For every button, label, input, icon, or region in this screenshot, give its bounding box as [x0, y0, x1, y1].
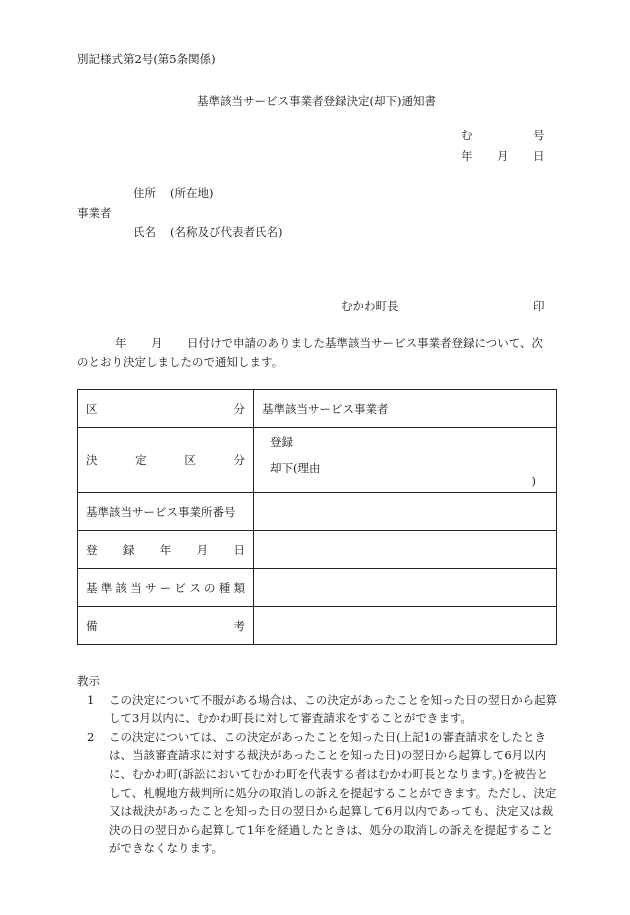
- address-note: (所在地): [170, 186, 214, 200]
- label-char: 年: [159, 542, 172, 557]
- address-label: 住所: [133, 186, 156, 200]
- label-char: 日: [233, 542, 245, 557]
- document-title: 基準該当サービス事業者登録決定(却下)通知書: [197, 94, 436, 108]
- category-value-cell: [254, 390, 557, 428]
- label-char: 類: [233, 580, 245, 595]
- instructions-section: [77, 672, 559, 858]
- decision-label-cell: [78, 428, 254, 493]
- table-row: [78, 428, 557, 493]
- document-number-suffix: 号: [533, 128, 545, 142]
- service-type-value-cell: [254, 569, 557, 607]
- reason-close-paren: ): [531, 474, 536, 488]
- table-row: [78, 390, 557, 428]
- business-operator-label: 事業者: [77, 206, 112, 220]
- decision-value-cell: [254, 428, 557, 493]
- instruction-item: [87, 728, 559, 858]
- label-char: 準: [100, 580, 113, 595]
- label-char: 月: [196, 542, 209, 557]
- instructions-heading: 教示: [77, 674, 100, 688]
- label-char: サ: [145, 580, 157, 595]
- label-char: 考: [233, 618, 245, 633]
- instruction-number: 1: [87, 692, 95, 707]
- label-char: ー: [159, 580, 172, 595]
- body-date-year: 年: [115, 336, 127, 350]
- label-char: 区: [184, 453, 196, 467]
- body-line1: 日付けで申請のありました基準該当サービス事業者登録について、次: [187, 336, 544, 350]
- office-number-label: 基準該当サービス事業所番号: [86, 504, 236, 519]
- label-char: 種: [218, 580, 231, 595]
- date-day-label: 日: [533, 149, 545, 163]
- label-char: 備: [86, 618, 98, 633]
- table-row: [78, 607, 557, 645]
- seal-mark: 印: [533, 299, 545, 313]
- decision-option-register: 登録: [270, 435, 293, 449]
- registration-date-value-cell: [254, 531, 557, 569]
- instruction-text: この決定については、この決定があったことを知った日(上記1の審査請求をしたときは、当該審査請求に対する裁決があったことを知った日)の翌日から起算して6月以内に、むかわ町(訴訟においてむかわ町を代表する者はむかわ町長となります。)を被告として、札幌地方裁判所に処分の取消しの訴えを提起することができます。ただし、決定又は裁決があったことを知った日の翌日から起算して6月以内であっても、決定又は裁決の日の翌日から起算して1年を経過したときは、処分の取消しの訴えを提起することができなくなります。: [109, 729, 557, 856]
- registration-date-label-cell: [78, 531, 254, 569]
- body-date-month: 月: [151, 336, 163, 350]
- label-char: 定: [135, 453, 147, 467]
- remarks-label-cell: [78, 607, 254, 645]
- label-char: 分: [233, 453, 245, 467]
- office-number-value-cell: [254, 493, 557, 531]
- table-row: [78, 531, 557, 569]
- registration-table: [77, 389, 557, 645]
- date-month-label: 月: [497, 149, 509, 163]
- category-value: 基準該当サービス事業者: [262, 401, 389, 416]
- instruction-number: 2: [87, 729, 95, 744]
- form-identifier: 別記様式第2号(第5条関係): [77, 52, 216, 66]
- issuer-name: むかわ町長: [341, 299, 399, 313]
- label-char: 当: [130, 580, 142, 595]
- decision-option-reject: 却下(理由: [270, 461, 321, 475]
- label-char: 区: [86, 401, 98, 416]
- office-number-label-cell: [78, 493, 254, 531]
- document-number-prefix: む: [461, 128, 473, 142]
- table-row: [78, 569, 557, 607]
- label-char: ビ: [174, 580, 186, 595]
- table-row: [78, 493, 557, 531]
- date-year-label: 年: [461, 149, 473, 163]
- instruction-item: [87, 691, 559, 728]
- body-line2: のとおり決定しましたので通知します。: [77, 355, 284, 369]
- category-label-cell: [78, 390, 254, 428]
- name-label: 氏名: [133, 225, 156, 239]
- label-char: 基: [86, 580, 98, 595]
- label-char: 該: [115, 580, 127, 595]
- name-note: (名称及び代表者氏名): [170, 225, 283, 239]
- label-char: 分: [233, 401, 245, 416]
- remarks-value-cell: [254, 607, 557, 645]
- label-char: ス: [189, 580, 201, 595]
- label-char: 登: [86, 542, 98, 557]
- instruction-text: この決定について不服がある場合は、この決定があったことを知った日の翌日から起算して3月以内に、むかわ町長に対して審査請求をすることができます。: [109, 692, 558, 726]
- label-char: 決: [86, 453, 98, 467]
- service-type-label-cell: [78, 569, 254, 607]
- label-char: の: [204, 580, 216, 595]
- label-char: 録: [122, 542, 135, 557]
